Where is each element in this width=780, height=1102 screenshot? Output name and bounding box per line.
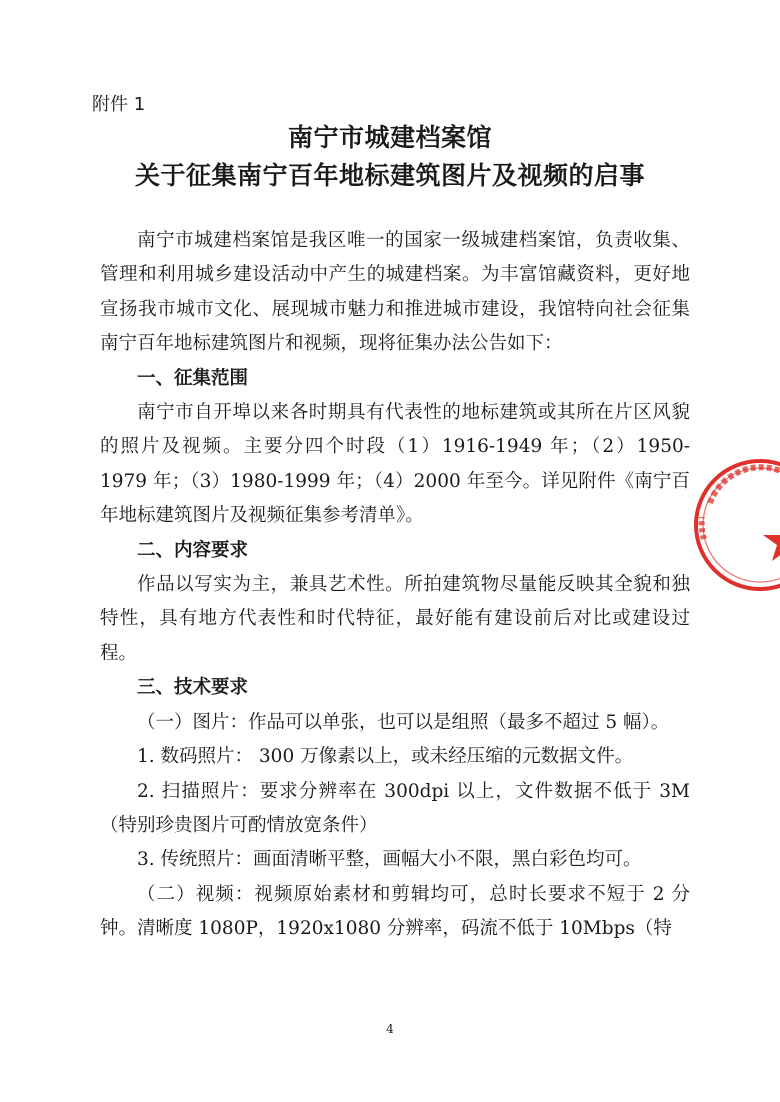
section-3-heading: 三、技术要求 bbox=[137, 677, 249, 699]
section-3-item-2: 2. 扫描照片：要求分辨率在 300dpi 以上，文件数据不低于 3M（特别珍贵图片可酌情放宽条件） bbox=[100, 780, 690, 836]
section-3-item-1: 1. 数码照片： 300 万像素以上，或未经压缩的元数据文件。 bbox=[137, 746, 634, 768]
title-line-2: 关于征集南宁百年地标建筑图片及视频的启事 bbox=[134, 161, 645, 190]
section-3-photo-intro: （一）图片：作品可以单张，也可以是组照（最多不超过 5 幅）。 bbox=[137, 711, 670, 733]
section-2-text: 作品以写实为主，兼具艺术性。所拍建筑物尽量能反映其全貌和独特性，具有地方代表性和时代特征，最好能有建设前后对比或建设过程。 bbox=[100, 574, 690, 664]
title-line-1: 南宁市城建档案馆 bbox=[287, 123, 492, 152]
document-body bbox=[100, 224, 690, 947]
section-3-video: （二）视频：视频原始素材和剪辑均可，总时长要求不短于 2 分钟。清晰度 1080P，1920x1080 分辨率，码流不低于 10Mbps（特 bbox=[100, 883, 690, 940]
intro-paragraph: 南宁市城建档案馆是我区唯一的国家一级城建档案馆，负责收集、管理和利用城乡建设活动中产生的城建档案。为丰富馆藏资料，更好地宣扬我市城市文化、展现城市魅力和推进城市建设，我馆特向社会征集南宁百年地标建筑图片和视频，现将征集办法公告如下： bbox=[100, 230, 690, 355]
section-1-heading: 一、征集范围 bbox=[137, 367, 249, 389]
section-2-heading: 二、内容要求 bbox=[137, 539, 249, 561]
red-star-seal-icon bbox=[690, 455, 780, 595]
section-3-item-3: 3. 传统照片：画面清晰平整，画幅大小不限，黑白彩色均可。 bbox=[137, 849, 642, 871]
page-number: 4 bbox=[386, 1022, 394, 1036]
attachment-label: 附件 1 bbox=[92, 94, 146, 115]
section-1-text: 南宁市自开埠以来各时期具有代表性的地标建筑或其所在片区风貌的照片及视频。主要分四个时段（1）1916-1949 年；（2）1950-1979 年；（3）1980-1999 年；（4）2000 年至今。详见附件《南宁百年地标建筑图片及视频征集参考清单》。 bbox=[100, 402, 690, 527]
